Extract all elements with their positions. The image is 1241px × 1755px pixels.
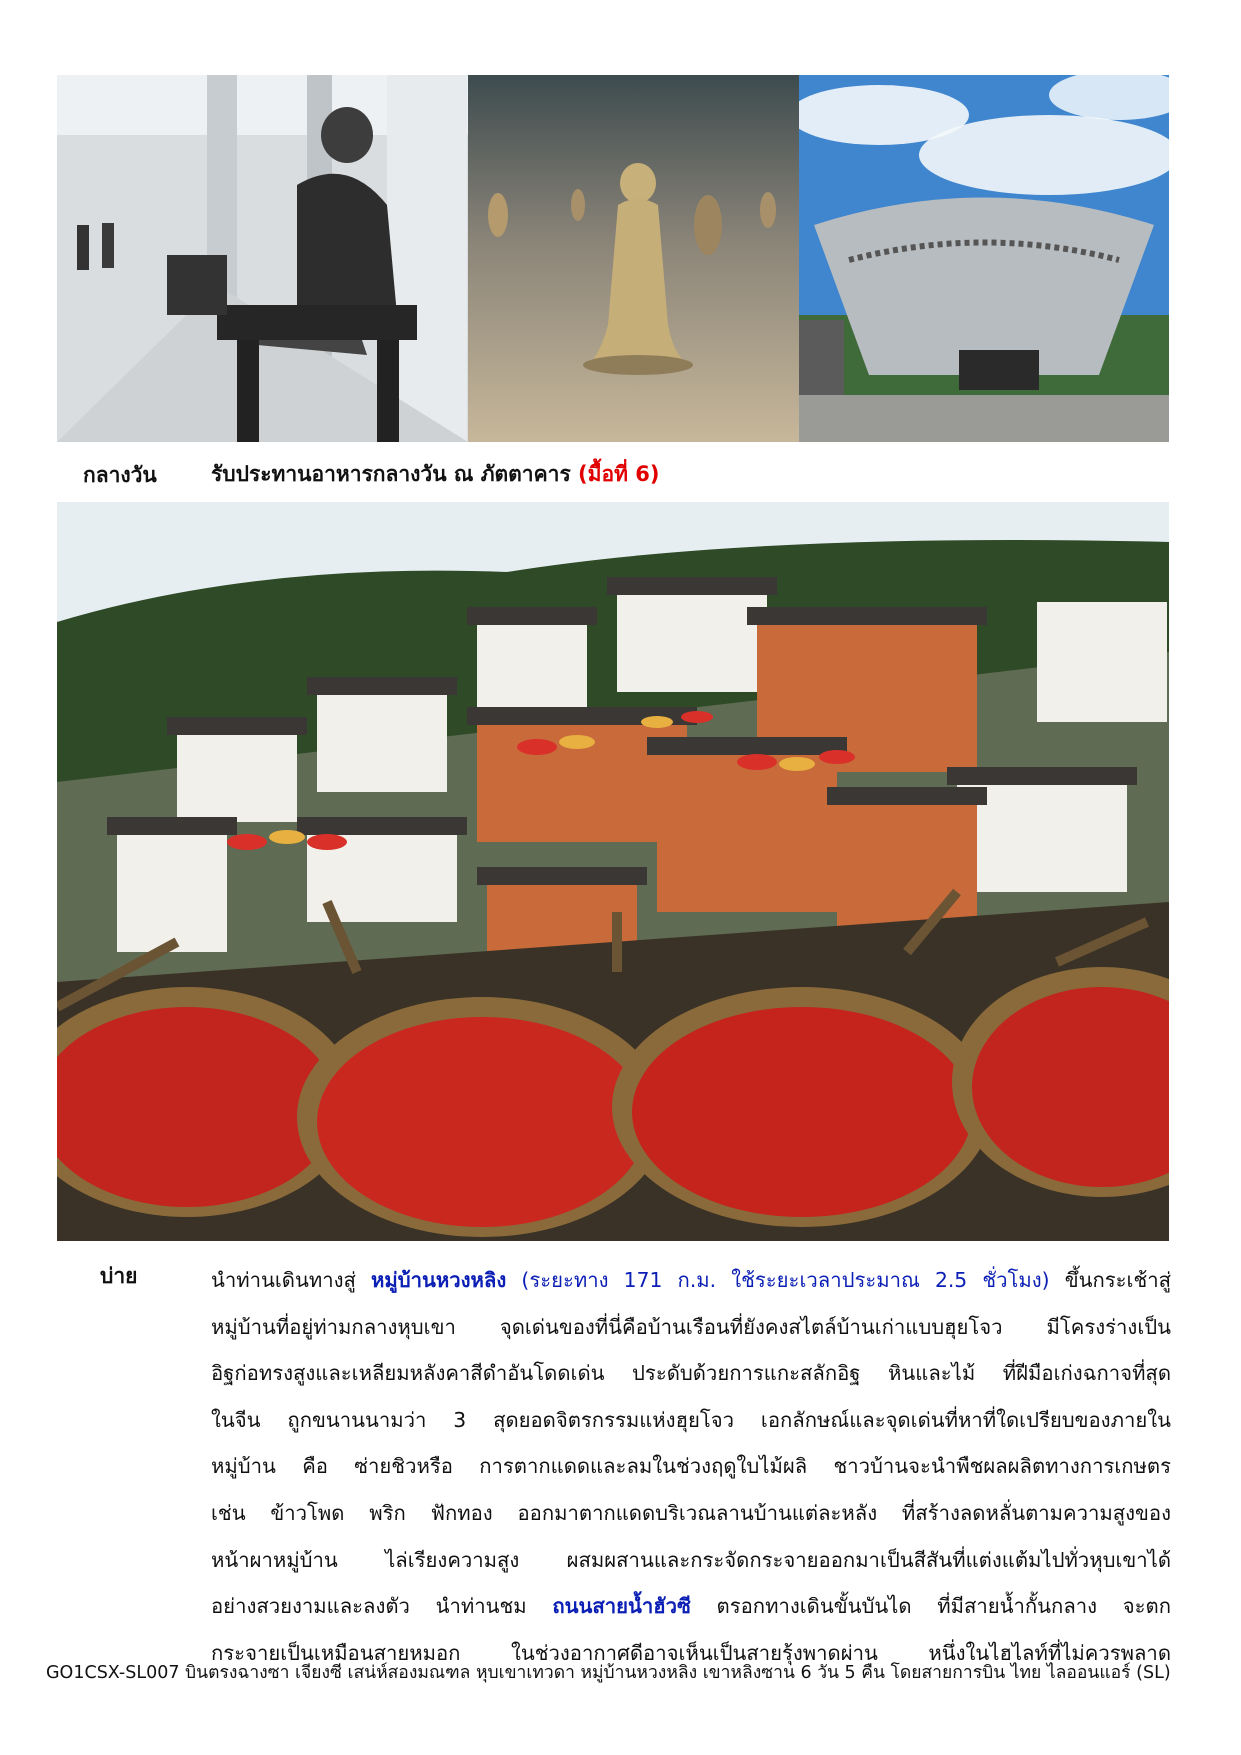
afternoon-description <box>211 1257 1171 1676</box>
desc-line-6: เช่น ข้าวโพด พริก ฟักทอง ออกมาตากแดดบริเวณลานบ้านแต่ละหลัง ที่สร้างลดหลั่นตามความสูงของ <box>211 1500 1171 1525</box>
desc-text: ตรอกทางเดินขั้นบันได ที่มีสายน้ำกั้นกลาง จะตก <box>690 1594 1171 1619</box>
desc-line-9: กระจายเป็นเหมือนสายหมอก ในช่วงอากาศดีอาจเห็นเป็นสายรุ้งพาดผ่าน หนึ่งในไฮไลท์ที่ไม่ควรพลาด <box>211 1640 1171 1665</box>
lunch-text <box>211 459 659 489</box>
desc-text: นำท่านเดินทางสู่ <box>211 1268 372 1292</box>
lunch-label: กลางวัน <box>83 463 157 487</box>
desc-text: อย่างสวยงามและลงตัว นำท่านชม <box>211 1594 553 1619</box>
photo-village <box>57 502 1169 1241</box>
lunch-description: รับประทานอาหารกลางวัน ณ ภัตตาคาร <box>211 462 579 486</box>
desc-line-8 <box>211 1583 1171 1630</box>
footer-tour-code: GO1CSX-SL007 บินตรงฉางซา เจียงซี เสน่ห์สองมณฑล หุบเขาเทวดา หมู่บ้านหวงหลิง เขาหลิงซาน 6 วัน 5 คืน โดยสายการบิน ไทย ไลออนแอร์ (SL) <box>46 1663 1171 1683</box>
desc-line-4: ในจีน ถูกขนานนามว่า 3 สุดยอดจิตรกรรมแห่งฮุยโจว เอกลักษณ์และจุดเด่นที่หาที่ใดเปรียบของภายใน <box>211 1407 1171 1432</box>
afternoon-label: บ่าย <box>100 1264 138 1288</box>
meal-number: (มื้อที่ 6) <box>578 462 660 486</box>
desc-line-3: อิฐก่อทรงสูงและเหลียมหลังคาสีดำอันโดดเด่น ประดับด้วยการแกะสลักอิฐ หินและไม้ ที่ฝีมือเก่งฉกาจที่สุด <box>211 1361 1171 1386</box>
photo-building <box>799 75 1169 442</box>
travel-distance: (ระยะทาง 171 ก.ม. ใช้ระยะเวลาประมาณ 2.5 ชั่วโมง) <box>506 1268 1050 1292</box>
photo-figurine <box>468 75 799 442</box>
village-name: หมู่บ้านหวงหลิง <box>371 1268 507 1292</box>
desc-line-7: หน้าผาหมู่บ้าน ไล่เรียงความสูง ผสมผสานและกระจัดกระจายออกมาเป็นสีสันที่แต่งแต้มไปทั่วหุบเขาได้ <box>211 1547 1171 1572</box>
desc-line-1 <box>211 1257 1171 1304</box>
street-name: ถนนสายน้ำฮัวซี <box>552 1594 691 1619</box>
desc-text: ขึ้นกระเช้าสู่ <box>1049 1268 1171 1292</box>
desc-line-5: หมู่บ้าน คือ ซ่ายชิวหรือ การตากแดดและลมในช่วงฤดูใบไม้ผลิ ชาวบ้านจะนำพืชผลผลิตทางการเกษตร <box>211 1454 1171 1479</box>
desc-line-2: หมู่บ้านที่อยู่ท่ามกลางหุบเขา จุดเด่นของที่นี่คือบ้านเรือนที่ยังคงสไตล์บ้านเก่าแบบฮุยโจว มีโครงร่างเป็น <box>211 1314 1171 1339</box>
photo-statue <box>57 75 468 442</box>
